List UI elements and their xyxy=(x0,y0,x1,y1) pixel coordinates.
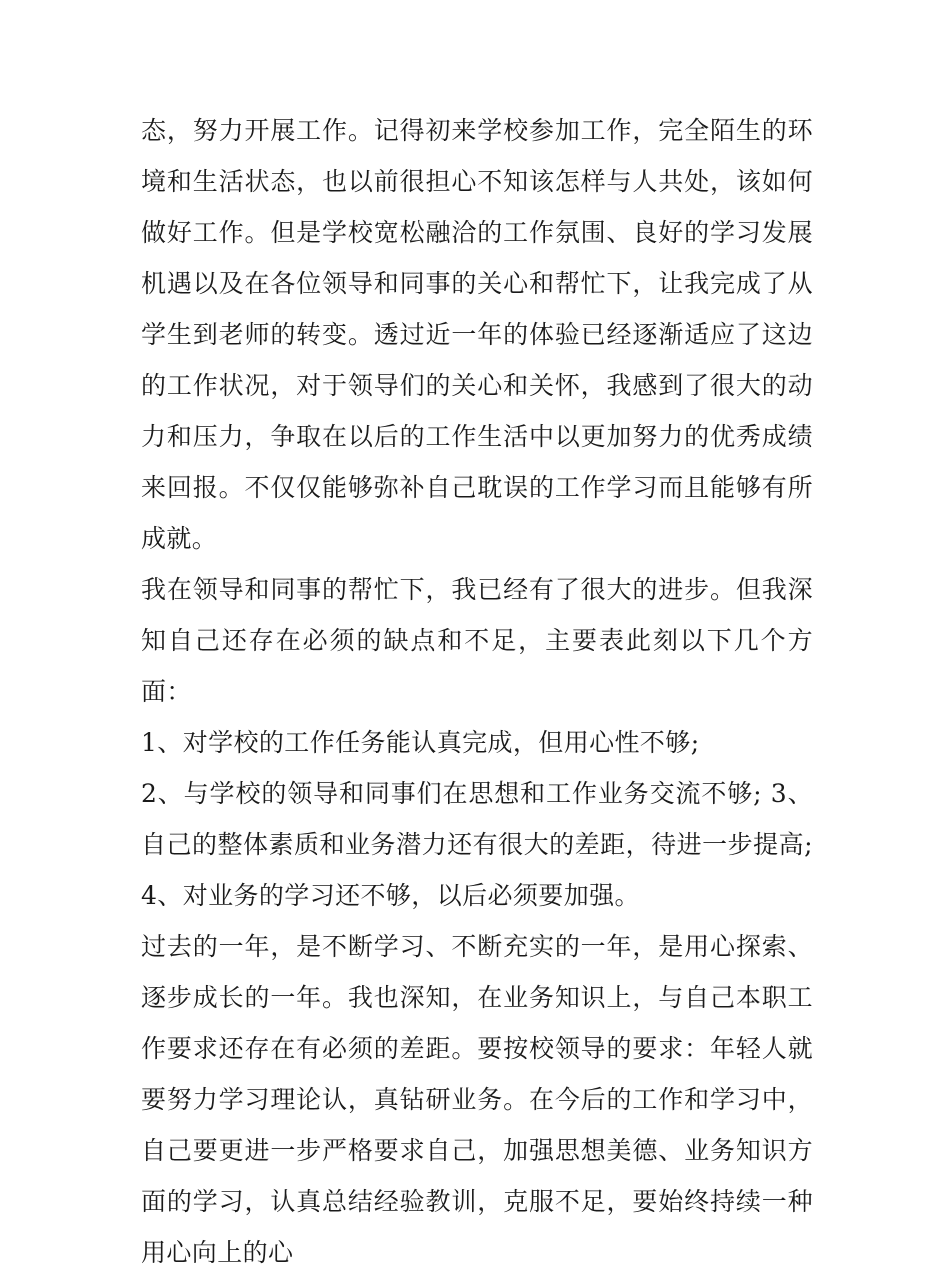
paragraph-past-year: 过去的一年，是不断学习、不断充实的一年，是用心探索、逐步成长的一年。我也深知，在业务知识上，与自己本职工作要求还存在有必须的差距。要按校领导的要求：年轻人就要努力学习理论认，真钻研业务。在今后的工作和学习中，自己要更进一步严格要求自己，加强思想美德、业务知识方面的学习，认真总结经验教训，克服不足，要始终持续一种用心向上的心 xyxy=(141,932,813,1267)
paragraph-work-attitude: 态，努力开展工作。记得初来学校参加工作，完全陌生的环境和生活状态，也以前很担心不知该怎样与人共处，该如何做好工作。但是学校宽松融洽的工作氛围、良好的学习发展机遇以及在各位领导和同事的关心和帮忙下，让我完成了从学生到老师的转变。透过近一年的体验已经逐渐适应了这边的工作状况，对于领导们的关心和关怀，我感到了很大的动力和压力，争取在以后的工作生活中以更加努力的优秀成绩来回报。不仅仅能够弥补自己耽误的工作学习而且能够有所成就。 xyxy=(141,116,813,553)
document-body xyxy=(141,105,813,1278)
paragraph-points-2-4: 2、与学校的领导和同事们在思想和工作业务交流不够; 3、自己的整体素质和业务潜力还有很大的差距，待进一步提高; 4、对业务的学习还不够，以后必须要加强。 xyxy=(141,779,813,910)
paragraph-shortcomings-intro: 我在领导和同事的帮忙下，我已经有了很大的进步。但我深知自己还存在必须的缺点和不足，主要表此刻以下几个方面： xyxy=(141,575,813,706)
paragraph-point-1: 1、对学校的工作任务能认真完成，但用心性不够; xyxy=(141,728,700,757)
